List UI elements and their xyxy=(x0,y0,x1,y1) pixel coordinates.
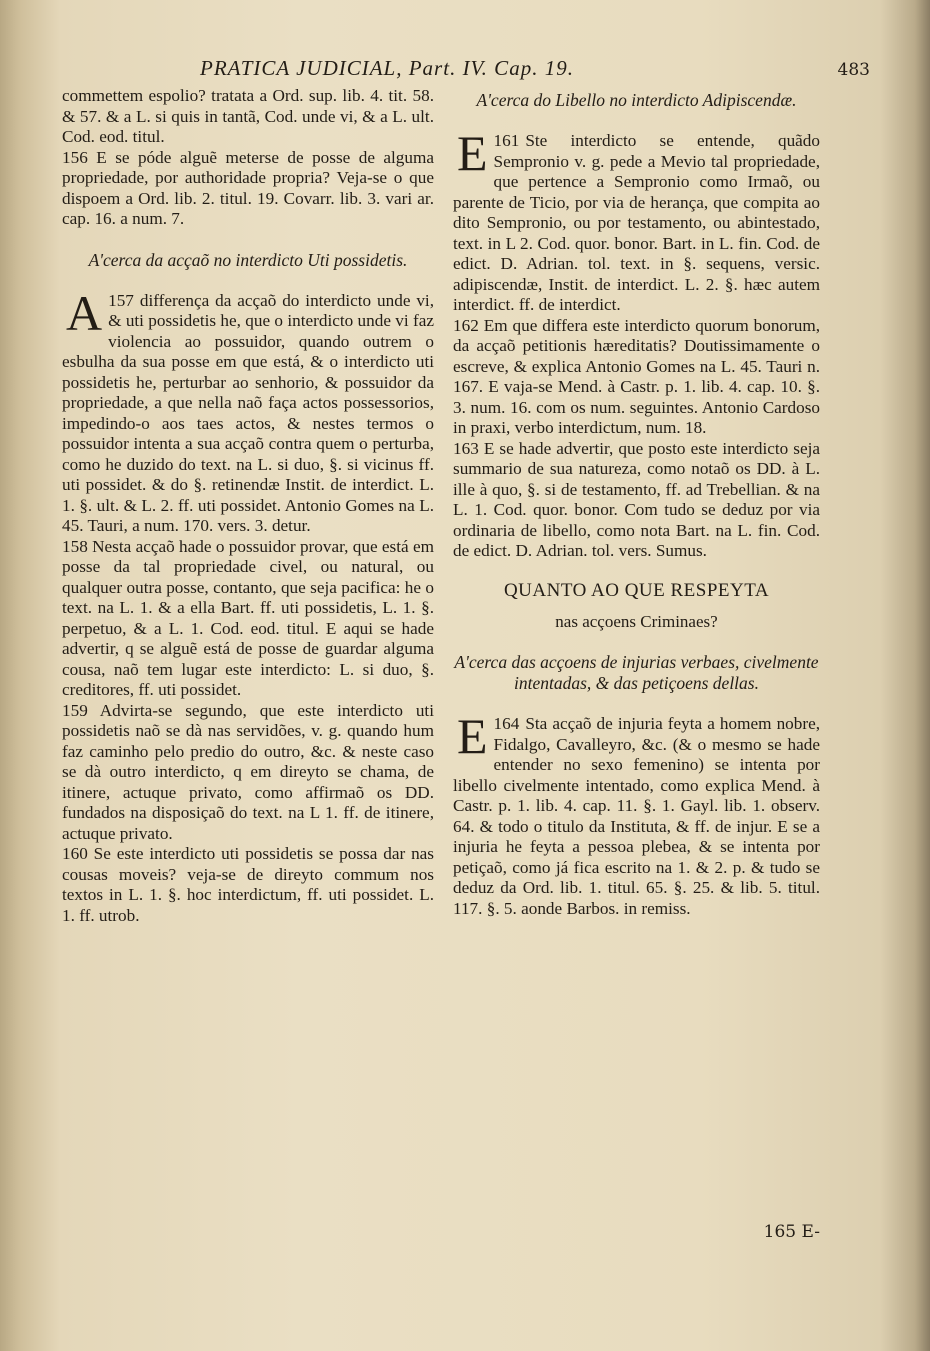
paragraph-number: 157 xyxy=(108,290,134,310)
drop-cap: A xyxy=(66,284,103,341)
paragraph-160: 160 Se este interdicto uti possidetis se possa dar nas cousas moveis? veja-se de direyto commum nos textos in L. 1. §. hoc interdictum, ff. uti possidet. L. 1. ff. utrob. xyxy=(62,844,434,925)
section-subheading-criminal: nas acçoens Criminaes? xyxy=(555,611,718,631)
drop-cap: E xyxy=(457,708,488,764)
page-header xyxy=(60,56,870,86)
running-title: PRATICA JUDICIAL, Part. IV. Cap. 19. xyxy=(200,56,574,80)
paragraph-number: 164 xyxy=(493,714,520,733)
paragraph-text: Ste interdicto se entende, quãdo Sempronio v. g. pede a Mevio tal propriedade, que pertence a Sempronio como Irmaõ, ou parente de Ticio, por via de herança, que compita ao dito Sempronio, ou por testamento, ou abintestado, text. in L 2. Cod. quor. bonor. Bart. in L. fin. Cod. de edict. D. Adrian. tol. text. in §. sequens, versic. adipiscendæ, Instit. de interdict. L. 2. §. hæc autem interdict. ff. de interdict. xyxy=(453,131,820,314)
right-column xyxy=(453,86,820,919)
left-column xyxy=(62,86,434,926)
paragraph-text: Sta acçaõ de injuria feyta a homem nobre, Fidalgo, Cavalleyro, &c. (& o mesmo se hade entender no sexo femenino) se intenta por libello civelmente intentado, como explica Mend. à Castr. p. 1. lib. 4. cap. 11. §. 1. Gayl. lib. 1. observ. 64. & todo o titulo da Instituta, & ff. de injur. E se a injuria he feyta a pessoa plebea, & se intenta por petiçaõ, como já fica escrito na 1. & 2. p. & tudo se deduz da Ord. lib. 1. titul. 65. §. 25. & lib. 5. titul. 117. §. 5. aonde Barbos. in remiss. xyxy=(453,714,820,918)
paragraph-159: 159 Advirta-se segundo, que este interdicto uti possidetis naõ se dà nas servidões, v. g. quando hum faz caminho pelo predio do outro, &c. & neste caso se dà outro interdicto, q em direyto se chama, de itinere, actuque privato, como affirmaõ os DD. fundados na disposiçaõ do text. na L 1. ff. de itinere, actuque privato. xyxy=(62,700,434,843)
paragraph-156: 156 E se póde alguẽ meterse de posse de alguma propriedade, por authoridade propria? Veja-se o que dispoem a Ord. lib. 2. titul. 19. Covarr. lib. 3. vari ar. cap. 16. a num. 7. xyxy=(62,147,434,228)
paragraph-continuation: commettem espolio? tratata a Ord. sup. lib. 4. tit. 58. & 57. & a L. si quis in tantã, Cod. unde vi, & a L. ult. Cod. eod. titul. xyxy=(62,86,434,146)
section-heading-adipiscendae: A'cerca do Libello no interdicto Adipiscendæ. xyxy=(476,90,797,110)
paragraph-163: 163 E se hade advertir, que posto este interdicto seja summario de sua natureza, como notaõ os DD. à L. ille à quo, §. si de testamento, ff. ad Trebellian. & na L. 1. Cod. quor. bonor. Com tudo se deduz por via ordinaria de libello, como nota Bart. na L. fin. Cod. de edict. D. Adrian. tol. vers. Sumus. xyxy=(453,438,820,560)
section-heading-criminal: QUANTO AO QUE RESPEYTA xyxy=(503,579,770,601)
paragraph-158: 158 Nesta acçaõ hade o possuidor provar, que está em posse da tal propriedade civel, ou natural, ou qualquer outra posse, contanto, que seja pacifica: he o text. na L. 1. & a ella Bart. ff. uti possidetis, L. 1. §. perpetuo, & a L. 1. Cod. eod. titul. E aqui se hade advertir, q se alguẽ está de posse de guardar alguma cousa, naõ tem lugar este interdicto: L. si duo, §. creditores, ff. uti possidet. xyxy=(62,536,434,699)
paragraph-164 xyxy=(453,708,820,919)
page-number: 483 xyxy=(837,60,870,80)
paragraph-162: 162 Em que differa este interdicto quorum bonorum, da acçaõ petitionis hæreditatis? Doutissimamente o escreve, & explica Antonio Gomes na L. 45. Tauri n. 167. E vaja-se Mend. à Castr. p. 1. lib. 4. cap. 10. §. 3. num. 16. com os num. seguintes. Antonio Cardoso in praxi, verbo interdictum, num. 18. xyxy=(453,315,820,437)
paragraph-text: differença da acçaõ do interdicto unde vi, & uti possidetis he, que o interdicto unde vi faz violencia ao possuidor, quando outrem o esbulha da sua posse em que está, & o interdicto uti possidetis he, perturbar ao senhorio, & possuidor da propriedade, a que nella naõ faça actos possessorios, impedindo-o aos taes actos, & nestes termos o possuidor intenta a sua acçaõ contra quem o perturba, como he duzido do text. na L. si duo, §. si vicinus ff. uti possidet. & do §. retinendæ Instit. de interdict. L. 1. §. ult. & L. 2. ff. uti possidet. Antonio Gomes na L. 45. Tauri, a num. 170. vers. 3. detur. xyxy=(62,290,434,535)
paragraph-161 xyxy=(453,125,820,316)
paragraph-number: 161 xyxy=(493,131,520,150)
section-heading-injurias: A'cerca das acçoens de injurias verbaes, civelmente intentadas, & das petiçoens dellas. xyxy=(454,652,819,693)
section-heading-uti-possidetis: A'cerca da acçaõ no interdicto Uti possidetis. xyxy=(88,249,408,270)
drop-cap: E xyxy=(457,125,488,181)
paragraph-157 xyxy=(62,284,434,537)
catchword: 165 E- xyxy=(763,1222,820,1242)
catchword-area xyxy=(453,1222,820,1246)
